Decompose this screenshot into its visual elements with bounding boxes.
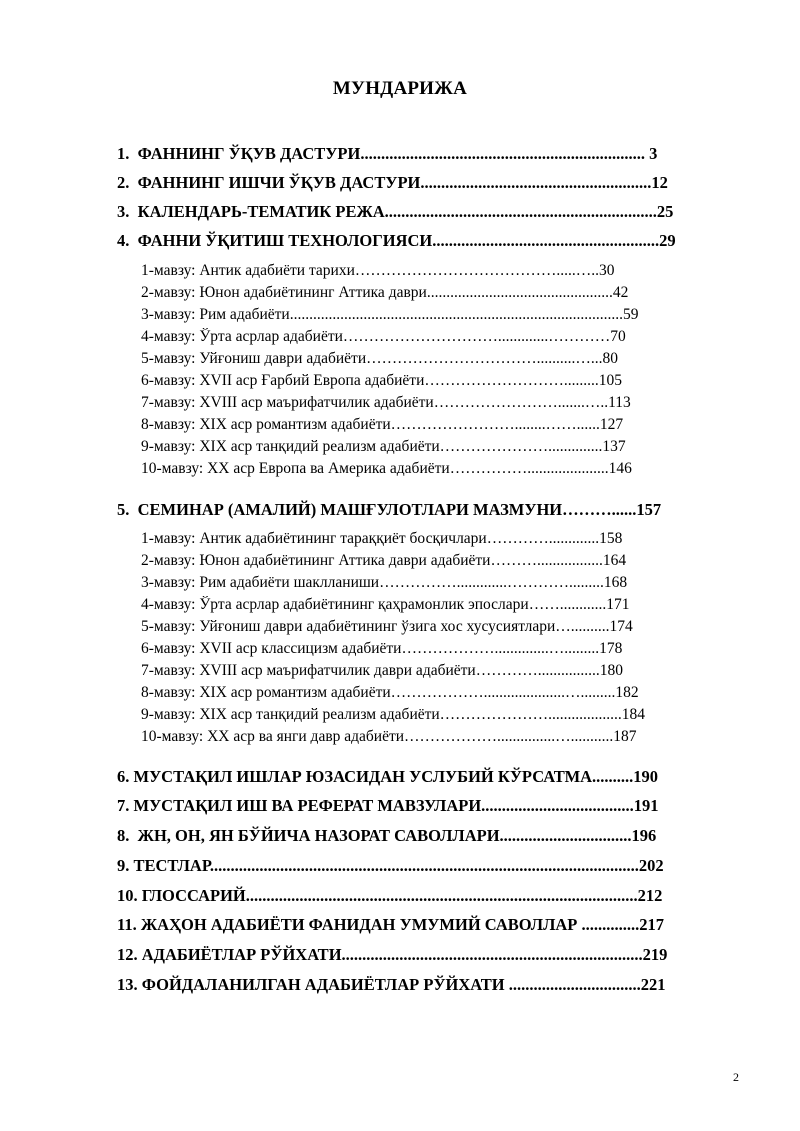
toc-section-3: 3. КАЛЕНДАРЬ-ТЕМАТИК РЕЖА..................................................................25 — [117, 202, 674, 221]
toc-section-13: 13. ФОЙДАЛАНИЛГАН АДАБИЁТЛАР РЎЙХАТИ ................................221 — [117, 975, 666, 994]
toc-topic: 8-мавзу: XIX аср романтизм адабиёти……………….....................….........182 — [141, 684, 639, 701]
toc-topic: 3-мавзу: Рим адабиёти шаклланиши…………….............………….........168 — [141, 574, 628, 591]
toc-topic: 6-мавзу: XVII аср Ғарбий Европа адабиёти……………………….........105 — [141, 372, 622, 389]
toc-section-6: 6. МУСТАҚИЛ ИШЛАР ЮЗАСИДАН УСЛУБИЙ КЎРСАТМА..........190 — [117, 767, 659, 786]
toc-topic: 4-мавзу: Ўрта асрлар адабиётининг қаҳрамонлик эпослари……............171 — [141, 596, 630, 613]
toc-section-1: 1. ФАННИНГ ЎҚУВ ДАСТУРИ..................................................................... 3 — [117, 144, 658, 163]
toc-topic: 5-мавзу: Уйғониш даври адабиёти……………………………..........…...80 — [141, 350, 618, 367]
toc-section-10: 10. ГЛОССАРИЙ...............................................................................................212 — [117, 886, 663, 905]
toc-topic: 1-мавзу: Антик адабиёти тарихи………………………………….....…..30 — [141, 262, 615, 279]
toc-topic: 2-мавзу: Юнон адабиётининг Аттика даври адабиёти……….................164 — [141, 552, 627, 569]
toc-topic: 9-мавзу: XIX аср танқидий реализм адабиёти…………………..............137 — [141, 438, 626, 455]
toc-section-4: 4. ФАННИ ЎҚИТИШ ТЕХНОЛОГИЯСИ.......................................................29 — [117, 231, 676, 250]
toc-section-12: 12. АДАБИЁТЛАР РЎЙХАТИ.........................................................................219 — [117, 945, 668, 964]
toc-section-8: 8. ЖН, ОН, ЯН БЎЙИЧА НАЗОРАТ САВОЛЛАРИ................................196 — [117, 826, 657, 845]
page-number: 2 — [733, 1070, 739, 1084]
toc-topic: 10-мавзу: XX аср ва янги давр адабиёти………………...............…...........187 — [141, 728, 637, 745]
toc-topic: 8-мавзу: XIX аср романтизм адабиёти……………………........……......127 — [141, 416, 624, 433]
toc-topic: 6-мавзу: XVII аср классицизм адабиёти………………..............….........178 — [141, 640, 623, 657]
toc-topic: 10-мавзу: XX аср Европа ва Америка адабиёти…………….....................146 — [141, 460, 632, 477]
toc-topic: 5-мавзу: Уйғониш даври адабиётининг ўзига хос хусусиятлари…..........174 — [141, 618, 633, 635]
toc-topic: 7-мавзу: XVIII аср маърифатчилик даври адабиёти…………................180 — [141, 662, 623, 679]
toc-section-7: 7. МУСТАҚИЛ ИШ ВА РЕФЕРАТ МАВЗУЛАРИ.....................................191 — [117, 796, 659, 815]
toc-topic: 1-мавзу: Антик адабиётининг тараққиёт босқичлари………….............158 — [141, 530, 623, 547]
toc-topic: 2-мавзу: Юнон адабиётининг Аттика даври................................................42 — [141, 284, 629, 301]
toc-topic: 4-мавзу: Ўрта асрлар адабиёти………………………….............…………70 — [141, 328, 626, 345]
toc-section-5: 5. СЕМИНАР (АМАЛИЙ) МАШҒУЛОТЛАРИ МАЗМУНИ………......157 — [117, 500, 662, 519]
toc-topic: 9-мавзу: XIX аср танқидий реализм адабиёти…………………...................184 — [141, 706, 646, 723]
toc-section-9: 9. ТЕСТЛАР........................................................................................................202 — [117, 856, 664, 875]
toc-topic: 7-мавзу: XVIII аср маърифатчилик адабиёти…………………….......…..113 — [141, 394, 631, 411]
toc-topic: 3-мавзу: Рим адабиёти......................................................................................59 — [141, 306, 639, 323]
toc-section-2: 2. ФАННИНГ ИШЧИ ЎҚУВ ДАСТУРИ........................................................12 — [117, 173, 668, 192]
toc-title: МУНДАРИЖА — [332, 78, 468, 99]
toc-section-11: 11. ЖАҲОН АДАБИЁТИ ФАНИДАН УМУМИЙ САВОЛЛАР ..............217 — [117, 915, 665, 934]
